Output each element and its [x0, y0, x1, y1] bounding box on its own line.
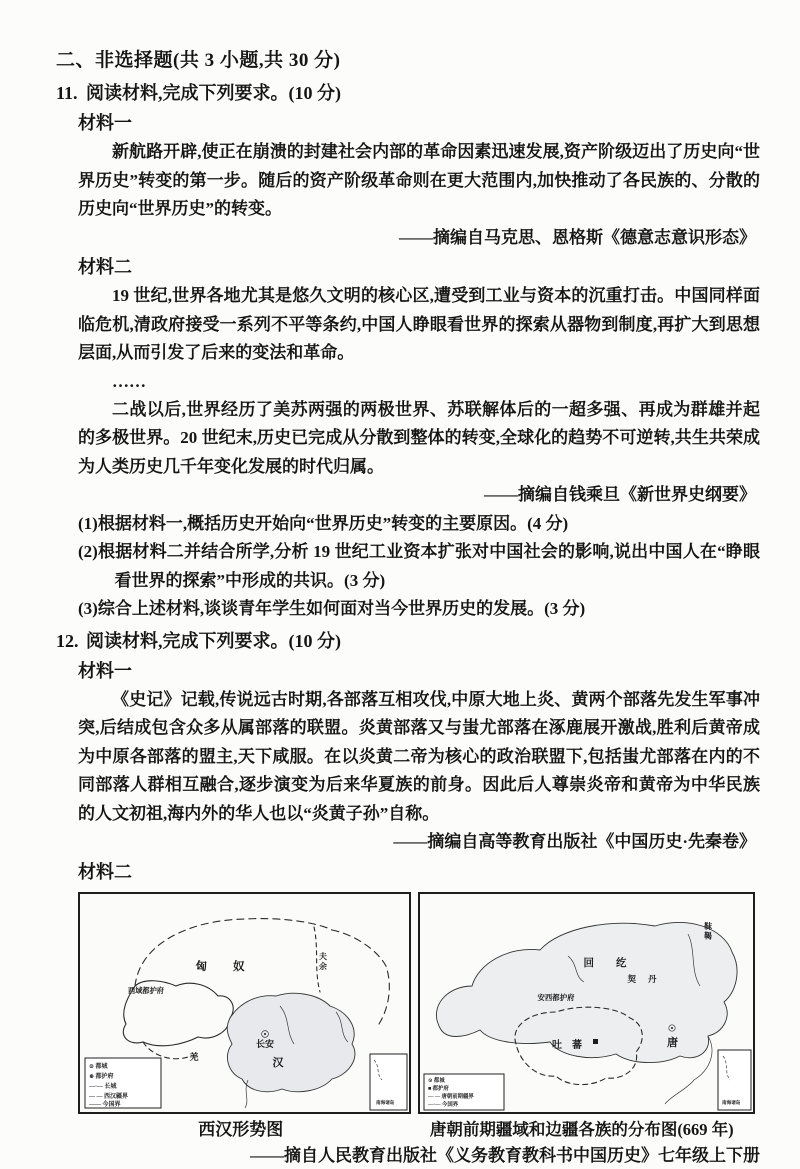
- label-xiyu-duhufu: 西域都护府: [128, 986, 164, 995]
- legend-row-modern-border: —— 今国界: [89, 1101, 121, 1108]
- q11-material2-para2: 二战以后,世界经历了美苏两强的两极世界、苏联解体后的一超多强、再成为群雄并起的多极世界。20 世纪末,历史已完成从分散到整体的转变,全球化的趋势不可逆转,共生共荣成为人类历史几千年变化发展的时代归属。: [78, 399, 760, 476]
- question-12-title: [56, 626, 760, 656]
- legend-row-modern-border: —·— 今国界: [428, 1101, 459, 1108]
- label-tang: 唐: [667, 1036, 678, 1049]
- question-11-body: [78, 109, 760, 624]
- label-han: 汉: [272, 1056, 284, 1069]
- question-12-body: [78, 657, 760, 1169]
- question-11-prompt: 阅读材料,完成下列要求。(10 分): [86, 83, 341, 103]
- q12-material1-label: 材料一: [78, 660, 132, 681]
- q11-material1-label: 材料一: [78, 113, 132, 133]
- label-anxi-duhufu: 安西都护府: [537, 992, 575, 1002]
- q11-material2-source: ——摘编自钱乘旦《新世界史纲要》: [484, 485, 756, 504]
- tang-map-caption: 唐朝前期疆域和边疆各族的分布图(669 年): [429, 1119, 734, 1139]
- legend-row-tang-border: — — 唐朝前期疆界: [428, 1093, 474, 1100]
- section-header: 二、非选择题(共 3 小题,共 30 分): [56, 50, 341, 71]
- western-han-map: [78, 892, 411, 1114]
- map-figures-row: [78, 892, 760, 1114]
- q11-subquestion-2: (2)根据材料二并结合所学,分析 19 世纪工业资本扩张对中国社会的影响,说出中国人在“睁眼看世界的探索”中形成的共识。(3 分): [78, 542, 760, 590]
- question-12-number: 12.: [56, 630, 79, 651]
- city-marker-square: [593, 1039, 598, 1044]
- legend-row-han-border: — — 西汉疆界: [89, 1093, 129, 1100]
- q12-material2-source: ——摘自人民教育出版社《义务教育教科书中国历史》七年级上下册: [250, 1145, 760, 1165]
- inset-label: 南海诸岛: [376, 1099, 395, 1105]
- question-11-number: 11.: [56, 83, 78, 103]
- label-qiang: 羌: [189, 1051, 199, 1062]
- q12-material1-text: 《史记》记载,传说远古时期,各部落互相攻伐,中原大地上炎、黄两个部落先发生军事冲突,后结成包含众多从属部落的联盟。炎黄部落又与蚩尤部落在涿鹿展开激战,胜利后黄帝成为中原各部落的盟主,天下咸服。在以炎黄二帝为核心的政治联盟下,包括蚩尤部落在内的不同部落人群相互融合,逐步演变为后来华夏族的前身。因此后人尊崇炎帝和黄帝为中华民族的人文初祖,海内外的华人也以“炎黄子孙”自称。: [78, 689, 760, 823]
- tang-map: [418, 892, 755, 1114]
- question-12-prompt: 阅读材料,完成下列要求。(10 分): [86, 630, 341, 651]
- capital-marker-dot: [264, 1033, 266, 1035]
- q11-material1-text: 新航路开辟,使正在崩溃的封建社会内部的革命因素迅速发展,资产阶级迈出了历史向“世界历史”转变的第一步。随后的资产阶级革命则在更大范围内,加快推动了各民族的、分散的历史向“世界历史”的转变。: [78, 142, 760, 218]
- question-12: [56, 626, 760, 1169]
- legend-row-capital: ⊙ 都城: [428, 1077, 445, 1084]
- label-changan: 长安: [255, 1038, 275, 1049]
- question-11: [56, 78, 760, 624]
- label-qidan: 契丹: [627, 973, 669, 984]
- capital-marker-dot: [671, 1027, 673, 1029]
- map-han-territory: [227, 993, 355, 1092]
- western-han-map-drawing: [80, 894, 409, 1112]
- q11-material1-source: ——摘编自马克思、恩格斯《德意志意识形态》: [399, 227, 756, 247]
- question-11-title: [56, 78, 760, 108]
- legend-row-great-wall: —·— 长城: [89, 1083, 117, 1090]
- q11-material2-ellipsis: ……: [112, 371, 146, 391]
- legend-row-capital: ⊙ 都城: [89, 1063, 108, 1070]
- map-boundary-northeast: [332, 930, 389, 1024]
- q11-material2-label: 材料二: [78, 257, 132, 277]
- label-xiongnu: 匈奴: [195, 960, 271, 973]
- legend-row-duhufu: ■ 都护府: [428, 1085, 449, 1092]
- label-tubo: 吐蕃: [552, 1039, 592, 1051]
- q12-material1-source: ——摘编自高等教育出版社《中国历史·先秦卷》: [393, 832, 756, 851]
- map-boundary-north: [135, 918, 332, 985]
- q11-subquestion-1: (1)根据材料一,概括历史开始向“世界历史”转变的主要原因。(4 分): [78, 513, 569, 533]
- legend-row-duhufu: ⊕ 都护府: [89, 1073, 114, 1080]
- q11-material2-para1: 19 世纪,世界各地尤其是悠久文明的核心区,遭受到工业与资本的沉重打击。中国同样面临危机,清政府接受一系列不平等条约,中国人睁眼看世界的探索从器物到制度,再扩大到思想层面,从而引发了后来的变法和革命。: [78, 286, 760, 362]
- q11-subquestion-3: (3)综合上述材料,谈谈青年学生如何面对当今世界历史的发展。(3 分): [78, 599, 586, 618]
- label-mohe: 靺鞨: [703, 921, 713, 942]
- inset-label: 南海诸岛: [722, 1099, 741, 1105]
- label-huihe: 回纥: [583, 957, 649, 969]
- q12-material2-label: 材料二: [78, 861, 132, 882]
- label-fuyu: 夫余: [318, 951, 328, 972]
- western-han-map-caption: 西汉形势图: [198, 1119, 284, 1139]
- map-captions-row: [78, 1117, 760, 1142]
- tang-map-drawing: [420, 894, 753, 1112]
